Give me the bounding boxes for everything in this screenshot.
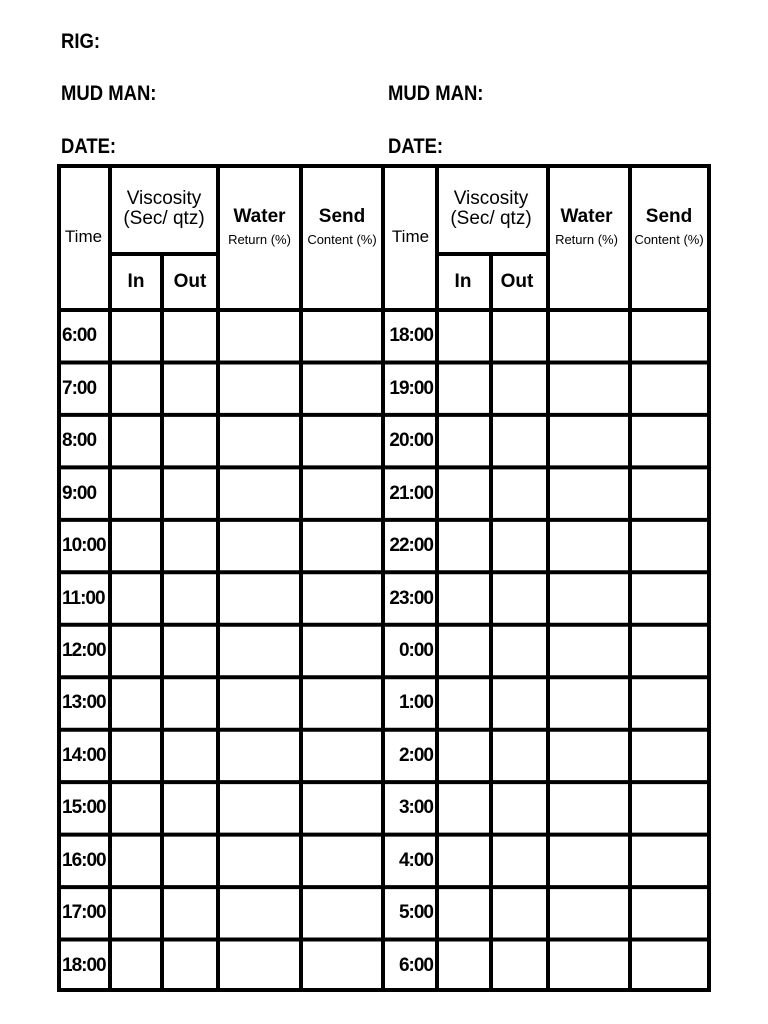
entry-cell [218,362,301,414]
water-title: Water [233,206,286,228]
viscosity-unit: (Sec/ qtz) [450,208,532,229]
entry-cell [437,625,491,677]
entry-cell [110,362,162,414]
entry-cell [630,572,711,624]
entry-cell [437,677,491,729]
entry-cell [301,572,383,624]
entry-cell [218,625,301,677]
time-cell-right: 23:00 [389,587,433,609]
entry-cell [437,520,491,572]
entry-cell [162,677,218,729]
entry-cell [218,310,301,362]
send-content-header-right [628,164,710,290]
entry-cell [491,415,548,467]
entry-cell [437,415,491,467]
time-cell-left: 17:00 [62,902,106,924]
entry-cell [491,677,548,729]
time-cell-right: 2:00 [398,744,433,766]
entry-cell [491,887,548,939]
entry-cell [218,572,301,624]
time-cell-right: 6:00 [398,954,433,976]
water-title: Water [560,206,613,228]
entry-cell [491,310,548,362]
entry-cell [301,887,383,939]
entry-cell [437,940,491,992]
entry-cell [491,730,548,782]
entry-cell [218,415,301,467]
time-cell-left: 14:00 [62,744,106,766]
viscosity-title: Viscosity [453,188,529,210]
entry-cell [548,887,630,939]
entry-cell [301,362,383,414]
viscosity-header-left [110,164,218,254]
date-label-right: DATE: [388,135,444,158]
entry-cell [630,362,711,414]
entry-cell [491,782,548,834]
entry-cell [630,730,711,782]
entry-cell [110,940,162,992]
entry-cell [110,520,162,572]
entry-cell [548,362,630,414]
entry-cell [548,782,630,834]
entry-cell [301,730,383,782]
time-cell-left: 16:00 [62,849,106,871]
entry-cell [437,887,491,939]
entry-cell [630,940,711,992]
send-content-header-left [301,164,383,290]
water-unit: Return (%) [228,232,291,248]
time-cell-right: 4:00 [398,849,433,871]
mud-man-label-right: MUD MAN: [388,82,484,105]
entry-cell [218,677,301,729]
water-return-header-right [545,164,628,290]
time-cell-left: 12:00 [62,640,106,662]
entry-cell [162,467,218,519]
entry-cell [491,572,548,624]
entry-cell [630,677,711,729]
entry-cell [110,467,162,519]
entry-cell [630,310,711,362]
mud-man-label-left: MUD MAN: [61,82,157,105]
time-cell-left: 8:00 [62,430,97,452]
entry-cell [548,467,630,519]
entry-cell [630,782,711,834]
entry-cell [630,835,711,887]
viscosity-in-header-right: In [454,271,472,293]
entry-cell [110,782,162,834]
entry-cell [218,730,301,782]
entry-cell [110,887,162,939]
entry-cell [548,940,630,992]
time-cell-right: 18:00 [389,325,433,347]
time-cell-left: 10:00 [62,535,106,557]
entry-cell [437,467,491,519]
entry-cell [162,625,218,677]
entry-cell [162,415,218,467]
entry-cell [437,782,491,834]
entry-cell [548,835,630,887]
entry-cell [491,467,548,519]
mud-log-table [57,164,711,992]
time-cell-right: 1:00 [398,692,433,714]
entry-cell [218,940,301,992]
entry-cell [218,520,301,572]
time-cell-left: 15:00 [62,797,106,819]
entry-cell [437,730,491,782]
entry-cell [162,835,218,887]
entry-cell [162,887,218,939]
entry-cell [301,310,383,362]
entry-cell [491,362,548,414]
entry-cell [301,625,383,677]
date-label-left: DATE: [61,135,117,158]
entry-cell [437,835,491,887]
entry-cell [218,835,301,887]
entry-cell [162,730,218,782]
entry-cell [630,625,711,677]
water-return-header-left [218,164,301,290]
entry-cell [630,467,711,519]
entry-cell [218,467,301,519]
time-cell-left: 13:00 [62,692,106,714]
entry-cell [301,782,383,834]
water-unit: Return (%) [555,232,618,248]
entry-cell [301,520,383,572]
time-cell-left: 6:00 [62,325,97,347]
send-title: Send [318,206,366,228]
time-column-header-right: Time [391,227,430,247]
entry-cell [630,887,711,939]
entry-cell [301,677,383,729]
entry-cell [548,310,630,362]
entry-cell [110,572,162,624]
time-cell-right: 19:00 [389,377,433,399]
time-cell-left: 9:00 [62,482,97,504]
send-title: Send [645,206,693,228]
entry-cell [162,362,218,414]
time-cell-left: 11:00 [62,587,105,609]
entry-cell [110,730,162,782]
entry-cell [548,625,630,677]
viscosity-unit: (Sec/ qtz) [123,208,205,229]
entry-cell [162,782,218,834]
viscosity-in-header-left: In [127,271,145,293]
time-column-header-left: Time [64,227,103,247]
time-cell-right: 3:00 [398,797,433,819]
entry-cell [162,520,218,572]
entry-cell [491,940,548,992]
entry-cell [437,310,491,362]
time-cell-left: 7:00 [62,377,97,399]
entry-cell [437,572,491,624]
time-cell-right: 21:00 [389,482,433,504]
time-cell-right: 20:00 [389,430,433,452]
send-unit: Content (%) [307,232,377,248]
entry-cell [548,677,630,729]
entry-cell [162,940,218,992]
entry-cell [301,835,383,887]
entry-cell [301,415,383,467]
entry-cell [218,782,301,834]
rig-label: RIG: [61,30,101,53]
entry-cell [548,415,630,467]
entry-cell [548,520,630,572]
entry-cell [162,572,218,624]
entry-cell [548,572,630,624]
time-cell-left: 18:00 [62,954,106,976]
entry-cell [491,625,548,677]
entry-cell [491,520,548,572]
viscosity-title: Viscosity [126,188,202,210]
entry-cell [491,835,548,887]
time-cell-right: 5:00 [398,902,433,924]
entry-cell [110,310,162,362]
time-cell-right: 22:00 [389,535,433,557]
entry-cell [548,730,630,782]
entry-cell [301,940,383,992]
entry-cell [437,362,491,414]
send-unit: Content (%) [634,232,704,248]
entry-cell [162,310,218,362]
viscosity-out-header-left: Out [173,271,207,293]
entry-cell [301,467,383,519]
viscosity-header-right [437,164,545,254]
entry-cell [110,677,162,729]
entry-cell [110,415,162,467]
time-cell-right: 0:00 [398,640,433,662]
entry-cell [110,625,162,677]
entry-cell [218,887,301,939]
viscosity-out-header-right: Out [500,271,534,293]
entry-cell [110,835,162,887]
entry-cell [630,415,711,467]
entry-cell [630,520,711,572]
